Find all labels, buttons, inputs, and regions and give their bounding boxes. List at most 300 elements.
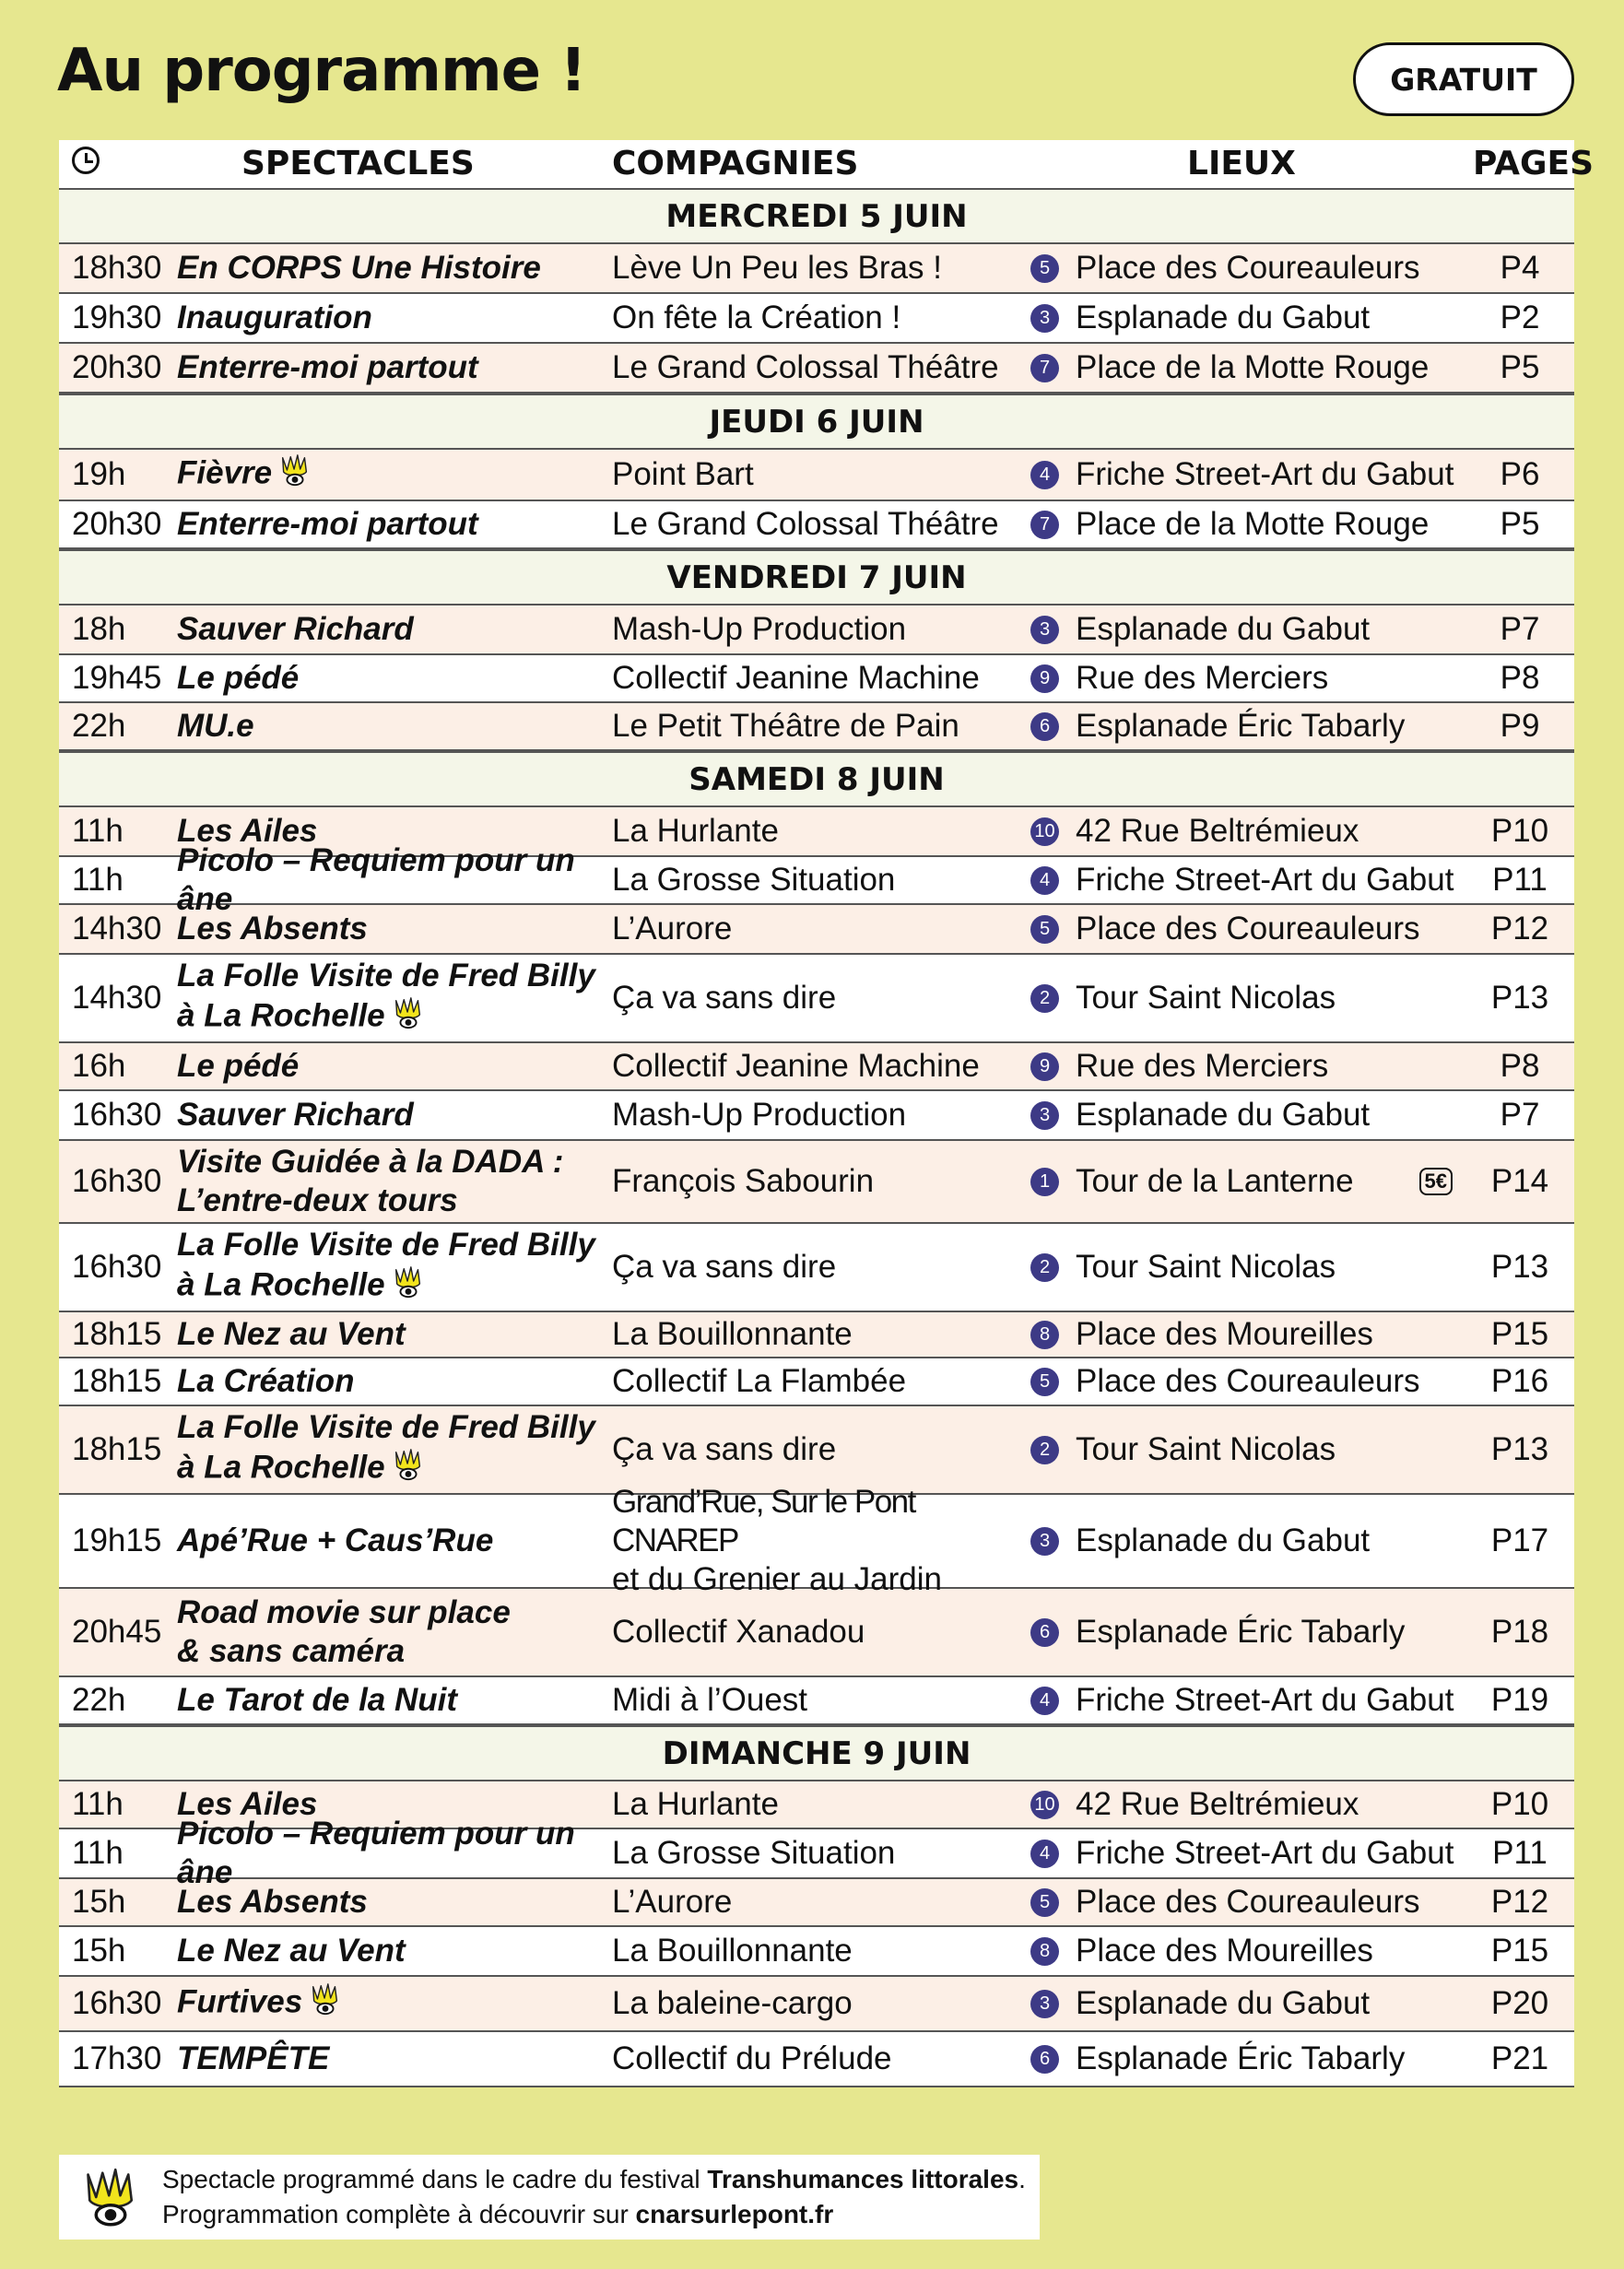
table-row xyxy=(59,450,1574,501)
page-ref: P2 xyxy=(1500,300,1540,335)
page-ref: P15 xyxy=(1490,1933,1549,1969)
festival-icon xyxy=(308,1981,343,2026)
show-title: TEMPÊTE xyxy=(177,2040,330,2076)
venue-name: Tour Saint Nicolas xyxy=(1076,1431,1336,1467)
venue-name: Esplanade Éric Tabarly xyxy=(1076,1614,1406,1650)
company-cell xyxy=(612,1047,1030,1086)
company-cell xyxy=(612,1883,1030,1922)
show-time: 19h45 xyxy=(72,660,162,696)
venue-number: 3 xyxy=(1030,1990,1059,2018)
page-ref: P16 xyxy=(1490,1363,1549,1399)
show-cell xyxy=(177,453,612,497)
venue-cell xyxy=(1030,1522,1473,1560)
show-cell xyxy=(177,1593,612,1671)
table-row xyxy=(59,244,1574,294)
venue-name: Tour Saint Nicolas xyxy=(1076,1249,1336,1285)
company-name: La Hurlante xyxy=(612,1786,779,1822)
venue-number: 10 xyxy=(1030,817,1059,846)
show-time: 19h xyxy=(72,456,126,492)
venue-name: Place des Coureauleurs xyxy=(1076,1363,1420,1399)
show-title: Visite Guidée à la DADA : xyxy=(177,1144,564,1180)
header-pages: PAGES xyxy=(1473,145,1595,182)
table-row xyxy=(59,1677,1574,1725)
venue-number: 7 xyxy=(1030,354,1059,382)
show-cell xyxy=(177,1932,612,1970)
table-row xyxy=(59,1816,1574,1890)
show-title: Les Ailes xyxy=(177,1786,318,1822)
company-name: Midi à l’Ouest xyxy=(612,1682,808,1718)
header-compagnies: COMPAGNIES xyxy=(612,145,859,182)
show-cell xyxy=(177,659,612,698)
venue-name: Esplanade du Gabut xyxy=(1076,300,1371,335)
venue-name: Friche Street-Art du Gabut xyxy=(1076,1682,1454,1718)
venue-name: Esplanade du Gabut xyxy=(1076,1522,1371,1558)
show-cell xyxy=(177,1226,612,1309)
show-cell xyxy=(177,957,612,1040)
show-cell xyxy=(177,249,612,288)
show-cell xyxy=(177,841,612,919)
show-title: Furtives xyxy=(177,1983,303,2020)
show-title: Le Nez au Vent xyxy=(177,1316,406,1352)
show-cell xyxy=(177,1981,612,2026)
legend xyxy=(59,2155,1040,2240)
show-cell xyxy=(177,1883,612,1922)
page-ref: P10 xyxy=(1490,1786,1549,1822)
show-title: Enterre-moi partout xyxy=(177,349,478,385)
venue-cell xyxy=(1030,1315,1473,1354)
venue-name: Friche Street-Art du Gabut xyxy=(1076,862,1454,898)
legend-text xyxy=(162,2162,1026,2232)
page-ref: P5 xyxy=(1500,349,1540,385)
company-name: La Hurlante xyxy=(612,813,779,849)
venue-cell xyxy=(1030,299,1473,337)
table-row xyxy=(59,905,1574,955)
venue-name: Place des Coureauleurs xyxy=(1076,1884,1420,1920)
company-cell xyxy=(612,979,1030,1017)
company-name: Le Grand Colossal Théâtre xyxy=(612,349,999,385)
company-name: Collectif Jeanine Machine xyxy=(612,660,980,696)
company-name: La Grosse Situation xyxy=(612,1835,896,1871)
company-name: Grand’Rue, Sur le Pont CNAREP xyxy=(612,1484,915,1558)
venue-number: 5 xyxy=(1030,254,1059,283)
venue-number: 4 xyxy=(1030,1687,1059,1715)
program-table xyxy=(59,140,1595,2087)
venue-cell xyxy=(1030,455,1473,494)
show-time: 16h30 xyxy=(72,1249,162,1285)
company-name: L’Aurore xyxy=(612,1884,733,1920)
show-cell xyxy=(177,1047,612,1086)
header-time xyxy=(59,145,177,183)
venue-name: Rue des Merciers xyxy=(1076,660,1329,696)
venue-number: 6 xyxy=(1030,712,1059,741)
company-name: La Grosse Situation xyxy=(612,862,896,898)
show-time: 11h xyxy=(72,862,124,898)
show-cell xyxy=(177,348,612,387)
show-time: 20h30 xyxy=(72,506,162,542)
venue-name: Tour Saint Nicolas xyxy=(1076,980,1336,1016)
venue-cell xyxy=(1030,861,1473,899)
venue-name: Place des Moureilles xyxy=(1076,1316,1373,1352)
show-time: 14h30 xyxy=(72,980,162,1016)
company-cell xyxy=(612,1315,1030,1354)
show-title: Le pédé xyxy=(177,660,300,696)
venue-name: Place des Moureilles xyxy=(1076,1933,1373,1969)
venue-number: 5 xyxy=(1030,1368,1059,1396)
venue-number: 1 xyxy=(1030,1168,1059,1196)
company-cell xyxy=(612,1096,1030,1134)
venue-number: 3 xyxy=(1030,1527,1059,1556)
venue-cell xyxy=(1030,659,1473,698)
venue-cell xyxy=(1030,1362,1473,1401)
show-cell xyxy=(177,1362,612,1401)
festival-icon xyxy=(391,995,426,1040)
company-name: Mash-Up Production xyxy=(612,611,907,647)
company-name: Lève Un Peu les Bras ! xyxy=(612,250,942,286)
venue-number: 2 xyxy=(1030,1253,1059,1282)
company-cell xyxy=(612,707,1030,746)
venue-name: Place de la Motte Rouge xyxy=(1076,506,1430,542)
venue-cell xyxy=(1030,910,1473,948)
venue-cell xyxy=(1030,1883,1473,1922)
show-title-line-2: à La Rochelle xyxy=(177,1449,385,1486)
venue-cell xyxy=(1030,1162,1473,1201)
table-row xyxy=(59,344,1574,394)
show-time: 16h30 xyxy=(72,1985,162,2021)
show-time: 14h30 xyxy=(72,911,162,946)
venue-number: 8 xyxy=(1030,1321,1059,1349)
venue-number: 4 xyxy=(1030,461,1059,489)
show-cell xyxy=(177,1096,612,1134)
company-cell xyxy=(612,348,1030,387)
company-cell xyxy=(612,1681,1030,1720)
page-ref: P20 xyxy=(1490,1985,1549,2021)
header-spectacles: SPECTACLES xyxy=(241,145,475,182)
table-row xyxy=(59,955,1574,1043)
show-time: 16h xyxy=(72,1048,126,1084)
day-header: SAMEDI 8 JUIN xyxy=(59,751,1574,807)
venue-cell xyxy=(1030,1096,1473,1134)
page-ref: P13 xyxy=(1490,1249,1549,1285)
table-row xyxy=(59,1406,1574,1495)
venue-number: 10 xyxy=(1030,1791,1059,1819)
page-ref: P5 xyxy=(1500,506,1540,542)
company-name: L’Aurore xyxy=(612,911,733,946)
company-name: Ça va sans dire xyxy=(612,980,837,1016)
show-title: MU.e xyxy=(177,708,254,744)
venue-number: 5 xyxy=(1030,915,1059,944)
show-cell xyxy=(177,505,612,544)
company-name: Le Grand Colossal Théâtre xyxy=(612,506,999,542)
company-name: Mash-Up Production xyxy=(612,1097,907,1133)
company-cell xyxy=(612,1430,1030,1469)
show-title-line-2: à La Rochelle xyxy=(177,997,385,1034)
venue-number: 9 xyxy=(1030,1052,1059,1081)
price-badge: 5€ xyxy=(1419,1168,1453,1195)
table-row xyxy=(59,655,1574,703)
venue-number: 2 xyxy=(1030,984,1059,1013)
company-cell xyxy=(612,249,1030,288)
show-cell xyxy=(177,707,612,746)
venue-cell xyxy=(1030,2040,1473,2078)
show-time: 19h30 xyxy=(72,300,162,335)
day-header: DIMANCHE 9 JUIN xyxy=(59,1725,1574,1781)
show-cell xyxy=(177,1408,612,1491)
show-time: 11h xyxy=(72,1835,124,1871)
company-cell xyxy=(612,1984,1030,2023)
venue-cell xyxy=(1030,1047,1473,1086)
company-cell xyxy=(612,1483,1030,1599)
show-time: 16h30 xyxy=(72,1097,162,1133)
show-time: 22h xyxy=(72,1682,126,1718)
table-row xyxy=(59,1043,1574,1091)
table-row xyxy=(59,1358,1574,1406)
company-cell xyxy=(612,1613,1030,1652)
show-title: Sauver Richard xyxy=(177,611,414,647)
table-row xyxy=(59,842,1574,917)
show-time: 18h15 xyxy=(72,1431,162,1467)
show-title-line-2: L’entre-deux tours xyxy=(177,1182,458,1218)
company-name: Ça va sans dire xyxy=(612,1249,837,1285)
show-time: 18h15 xyxy=(72,1363,162,1399)
company-name: La Bouillonnante xyxy=(612,1933,853,1969)
venue-cell xyxy=(1030,812,1473,851)
company-cell xyxy=(612,1834,1030,1873)
company-name: Collectif La Flambée xyxy=(612,1363,907,1399)
show-cell xyxy=(177,1815,612,1892)
page-ref: P8 xyxy=(1500,660,1540,696)
show-title: La Folle Visite de Fred Billy xyxy=(177,958,595,993)
day-header: VENDREDI 7 JUIN xyxy=(59,549,1574,605)
venue-number: 3 xyxy=(1030,616,1059,644)
venue-name: Esplanade du Gabut xyxy=(1076,1985,1371,2021)
venue-number: 3 xyxy=(1030,1101,1059,1130)
show-cell xyxy=(177,1522,612,1560)
company-cell xyxy=(612,2040,1030,2078)
company-name: La baleine-cargo xyxy=(612,1985,853,2021)
venue-number: 7 xyxy=(1030,511,1059,539)
show-title: Le Tarot de la Nuit xyxy=(177,1682,458,1718)
page-ref: P10 xyxy=(1490,813,1549,849)
table-row xyxy=(59,1927,1574,1977)
page-title: Au programme ! xyxy=(57,37,586,105)
venue-cell xyxy=(1030,979,1473,1017)
company-name: Point Bart xyxy=(612,456,754,492)
header-lieux: LIEUX xyxy=(1187,145,1296,182)
venue-name: 42 Rue Beltrémieux xyxy=(1076,1786,1359,1822)
page-ref: P7 xyxy=(1500,1097,1540,1133)
show-title: Les Absents xyxy=(177,1884,368,1920)
show-title: Le pédé xyxy=(177,1048,300,1084)
company-name: Ça va sans dire xyxy=(612,1431,837,1467)
show-title: La Folle Visite de Fred Billy xyxy=(177,1409,595,1445)
show-time: 20h45 xyxy=(72,1614,162,1650)
table-row xyxy=(59,1224,1574,1312)
legend-line-1: Spectacle programmé dans le cadre du festival Transhumances littorales. xyxy=(162,2165,1026,2193)
show-time: 20h30 xyxy=(72,349,162,385)
company-cell xyxy=(612,505,1030,544)
venue-cell xyxy=(1030,1834,1473,1873)
show-cell xyxy=(177,299,612,337)
festival-icon xyxy=(391,1264,426,1309)
company-name: Collectif Xanadou xyxy=(612,1614,865,1650)
table-header xyxy=(59,140,1595,188)
day-header: MERCREDI 5 JUIN xyxy=(59,188,1574,244)
table-row xyxy=(59,1879,1574,1927)
company-name: Collectif du Prélude xyxy=(612,2040,892,2076)
venue-number: 2 xyxy=(1030,1436,1059,1464)
table-row xyxy=(59,1589,1574,1677)
company-name: Collectif Jeanine Machine xyxy=(612,1048,980,1084)
company-cell xyxy=(612,1248,1030,1287)
page-ref: P14 xyxy=(1490,1163,1549,1199)
page-ref: P6 xyxy=(1500,456,1540,492)
company-cell xyxy=(612,455,1030,494)
page-ref: P7 xyxy=(1500,611,1540,647)
page-ref: P19 xyxy=(1490,1682,1549,1718)
venue-cell xyxy=(1030,249,1473,288)
company-name-line-2: et du Grenier au Jardin xyxy=(612,1561,942,1597)
show-cell xyxy=(177,910,612,948)
company-name: Le Petit Théâtre de Pain xyxy=(612,708,959,744)
show-title: Apé’Rue + Caus’Rue xyxy=(177,1522,494,1558)
show-time: 18h30 xyxy=(72,250,162,286)
page-ref: P12 xyxy=(1490,911,1549,946)
company-cell xyxy=(612,1162,1030,1201)
venue-name: 42 Rue Beltrémieux xyxy=(1076,813,1359,849)
company-cell xyxy=(612,299,1030,337)
venue-name: Friche Street-Art du Gabut xyxy=(1076,1835,1454,1871)
show-title: Inauguration xyxy=(177,300,372,335)
page-ref: P13 xyxy=(1490,980,1549,1016)
table-row xyxy=(59,1977,1574,2032)
venue-number: 8 xyxy=(1030,1937,1059,1966)
show-time: 18h xyxy=(72,611,126,647)
company-cell xyxy=(612,1932,1030,1970)
hand-eye-festival-icon xyxy=(59,2165,162,2229)
show-title: Les Ailes xyxy=(177,813,318,849)
table-row xyxy=(59,2032,1574,2087)
venue-name: Esplanade Éric Tabarly xyxy=(1076,2040,1406,2076)
venue-cell xyxy=(1030,1248,1473,1287)
venue-cell xyxy=(1030,610,1473,649)
show-time: 19h15 xyxy=(72,1522,162,1558)
show-title: Picolo – Requiem pour un âne xyxy=(177,1816,575,1890)
show-title: Picolo – Requiem pour un âne xyxy=(177,842,575,917)
venue-name: Rue des Merciers xyxy=(1076,1048,1329,1084)
venue-number: 3 xyxy=(1030,304,1059,333)
company-name: On fête la Création ! xyxy=(612,300,901,335)
venue-name: Place des Coureauleurs xyxy=(1076,911,1420,946)
company-cell xyxy=(612,1362,1030,1401)
show-cell xyxy=(177,1681,612,1720)
page-ref: P15 xyxy=(1490,1316,1549,1352)
venue-cell xyxy=(1030,707,1473,746)
venue-cell xyxy=(1030,505,1473,544)
venue-cell xyxy=(1030,348,1473,387)
table-row xyxy=(59,1091,1574,1141)
show-time: 11h xyxy=(72,1786,124,1822)
show-time: 15h xyxy=(72,1884,126,1920)
venue-number: 6 xyxy=(1030,1618,1059,1647)
venue-number: 9 xyxy=(1030,664,1059,693)
show-title: Fièvre xyxy=(177,454,273,491)
table-row xyxy=(59,1312,1574,1358)
show-time: 11h xyxy=(72,813,124,849)
company-name: François Sabourin xyxy=(612,1163,875,1199)
show-title: Les Absents xyxy=(177,911,368,946)
page-ref: P13 xyxy=(1490,1431,1549,1467)
table-body xyxy=(59,188,1574,2087)
venue-name: Place de la Motte Rouge xyxy=(1076,349,1430,385)
venue-name: Friche Street-Art du Gabut xyxy=(1076,456,1454,492)
show-title: Enterre-moi partout xyxy=(177,506,478,542)
show-time: 16h30 xyxy=(72,1163,162,1199)
show-time: 22h xyxy=(72,708,126,744)
festival-icon xyxy=(391,1447,426,1491)
table-row xyxy=(59,605,1574,655)
page-ref: P4 xyxy=(1500,250,1540,286)
company-name: La Bouillonnante xyxy=(612,1316,853,1352)
legend-line-2: Programmation complète à découvrir sur cnarsurlepont.fr xyxy=(162,2200,834,2228)
show-cell xyxy=(177,610,612,649)
show-title-line-2: & sans caméra xyxy=(177,1633,406,1669)
show-title: La Folle Visite de Fred Billy xyxy=(177,1227,595,1263)
venue-cell xyxy=(1030,1984,1473,2023)
show-time: 18h15 xyxy=(72,1316,162,1352)
venue-number: 5 xyxy=(1030,1888,1059,1917)
company-cell xyxy=(612,910,1030,948)
show-title: Road movie sur place xyxy=(177,1594,511,1630)
venue-cell xyxy=(1030,1430,1473,1469)
page-ref: P9 xyxy=(1500,708,1540,744)
venue-number: 6 xyxy=(1030,2045,1059,2074)
show-title: Sauver Richard xyxy=(177,1097,414,1133)
venue-cell xyxy=(1030,1613,1473,1652)
page-ref: P18 xyxy=(1490,1614,1549,1650)
venue-cell xyxy=(1030,1932,1473,1970)
page-ref: P21 xyxy=(1490,2040,1549,2076)
venue-name: Esplanade du Gabut xyxy=(1076,611,1371,647)
company-cell xyxy=(612,812,1030,851)
page-ref: P11 xyxy=(1492,862,1548,898)
show-title: Le Nez au Vent xyxy=(177,1933,406,1969)
show-time: 17h30 xyxy=(72,2040,162,2076)
free-badge: GRATUIT xyxy=(1353,42,1574,116)
page-ref: P12 xyxy=(1490,1884,1549,1920)
table-row xyxy=(59,501,1574,549)
show-time: 15h xyxy=(72,1933,126,1969)
show-title: La Création xyxy=(177,1363,355,1399)
company-cell xyxy=(612,610,1030,649)
venue-cell xyxy=(1030,1785,1473,1824)
show-title-line-2: à La Rochelle xyxy=(177,1266,385,1303)
venue-name: Tour de la Lanterne xyxy=(1076,1163,1354,1199)
venue-name: Esplanade du Gabut xyxy=(1076,1097,1371,1133)
venue-number: 4 xyxy=(1030,1840,1059,1868)
page-ref: P11 xyxy=(1492,1835,1548,1871)
table-row xyxy=(59,703,1574,751)
show-cell xyxy=(177,2040,612,2078)
page-ref: P17 xyxy=(1490,1522,1549,1558)
show-cell xyxy=(177,1143,612,1220)
venue-number: 4 xyxy=(1030,866,1059,895)
festival-icon xyxy=(277,453,312,497)
table-row xyxy=(59,1484,1574,1597)
show-title: En CORPS Une Histoire xyxy=(177,250,541,286)
page-ref: P8 xyxy=(1500,1048,1540,1084)
table-row xyxy=(59,1141,1574,1224)
venue-cell xyxy=(1030,1681,1473,1720)
